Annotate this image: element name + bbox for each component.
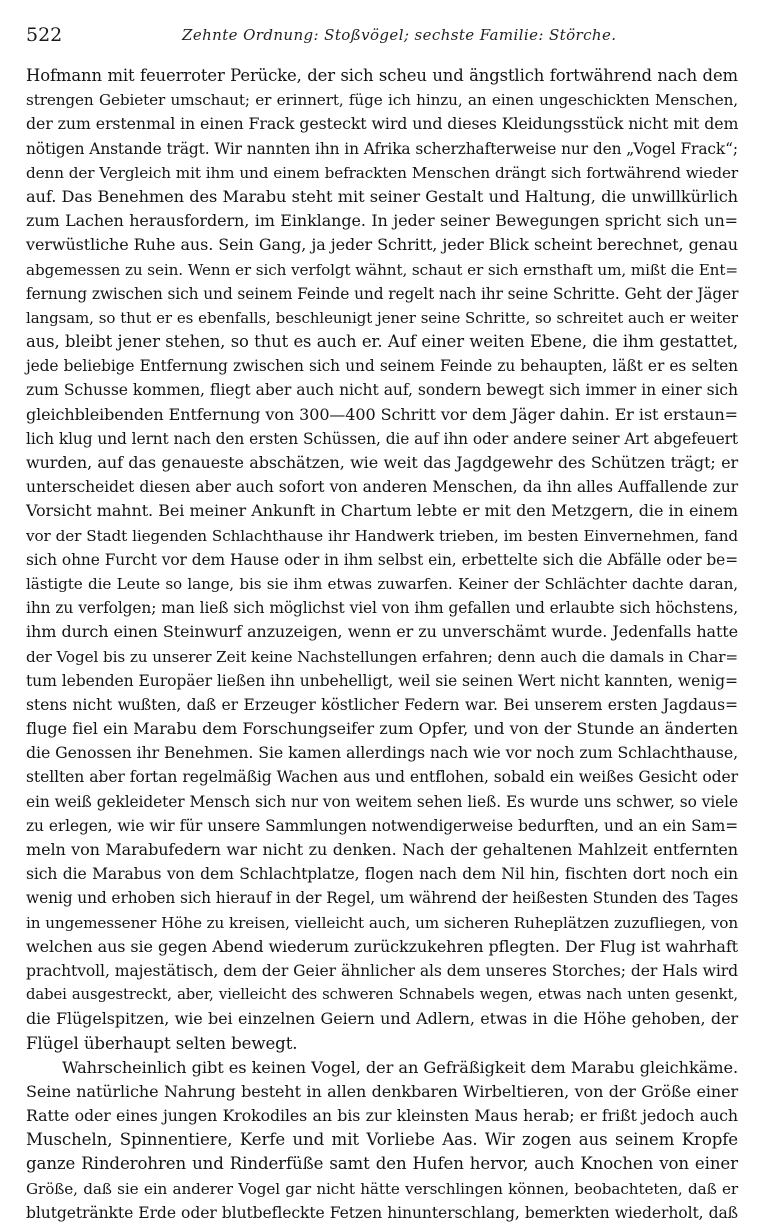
text-line: in ungemessener Höhe zu kreisen, vielleicht auch, um sicheren Ruheplätzen zuzufliegen, von	[26, 913, 738, 932]
text-line: Ratte oder eines jungen Krokodiles an bis zur kleinsten Maus herab; er frißt jedoch auch	[26, 1106, 738, 1126]
text-line: der zum erstenmal in einen Frack gesteckt wird und dieses Kleidungsstück nicht mit dem	[26, 114, 739, 134]
text-line: fluge fiel ein Marabu dem Forschungseifer zum Opfer, und von der Stunde an änderten	[26, 719, 738, 739]
text-line: der Vogel bis zu unserer Zeit keine Nachstellungen erfahren; denn auch die damals in Char=	[26, 647, 738, 666]
text-line: zum Lachen herausfordern, im Einklange. In jeder seiner Bewegungen spricht sich un=	[26, 211, 738, 231]
text-line: welchen aus sie gegen Abend wiederum zurückzukehren pflegten. Der Flug ist wahrhaft	[26, 936, 738, 956]
text-line: stens nicht wußten, daß er Erzeuger köstlicher Federn war. Bei unserem ersten Jagdaus=	[26, 695, 738, 714]
text-line: lästigte die Leute so lange, bis sie ihm etwas zuwarfen. Keiner der Schlächter dachte daran,	[26, 574, 738, 593]
text-line: die Flügelspitzen, wie bei einzelnen Geiern und Adlern, etwas in die Höhe gehoben, der	[26, 1009, 738, 1029]
text-line: langsam, so thut er es ebenfalls, beschleunigt jener seine Schritte, so schreitet auch er weiter	[26, 308, 738, 327]
body-text	[26, 64, 738, 1225]
text-line: Größe, daß sie ein anderer Vogel gar nicht hätte verschlingen können, beobachteten, daß er	[26, 1179, 738, 1198]
text-line: nötigen Anstande trägt. Wir nannten ihn in Afrika scherzhafterweise nur den „Vogel Frack“;	[26, 139, 738, 158]
text-line: auf. Das Benehmen des Marabu steht mit seiner Gestalt und Haltung, die unwillkürlich	[26, 186, 738, 206]
text-line: ein weiß gekleideter Mensch sich nur von weitem sehen ließ. Es wurde uns schwer, so viele	[26, 792, 738, 811]
text-line: jede beliebige Entfernung zwischen sich und seinem Feinde zu behaupten, läßt er es selten	[26, 357, 738, 376]
paragraph	[26, 64, 738, 1056]
text-line: Wahrscheinlich gibt es keinen Vogel, der an Gefräßigkeit dem Marabu gleichkäme.	[62, 1057, 738, 1077]
text-line: blutgetränkte Erde oder blutbefleckte Fetzen hinunterschlang, bemerkten wiederholt, daß	[26, 1203, 738, 1222]
text-line: zu erlegen, wie wir für unsere Sammlungen notwendigerweise bedurften, und an ein Sam=	[26, 816, 738, 835]
text-line: Muscheln, Spinnentiere, Kerfe und mit Vorliebe Aas. Wir zogen aus seinem Kropfe	[26, 1130, 738, 1150]
text-line: stellten aber fortan regelmäßig Wachen aus und entflohen, sobald ein weißes Gesicht oder	[26, 768, 738, 787]
text-line: dabei ausgestreckt, aber, vielleicht des schweren Schnabels wegen, etwas nach unten gesenkt,	[26, 986, 738, 1004]
text-line: denn der Vergleich mit ihm und einem befrackten Menschen drängt sich fortwährend wieder	[26, 163, 738, 182]
text-line: ihm durch einen Steinwurf anzuzeigen, wenn er zu unverschämt wurde. Jedenfalls hatte	[26, 622, 738, 642]
text-line: verwüstliche Ruhe aus. Sein Gang, ja jeder Schritt, jeder Blick scheint berechnet, genau	[26, 235, 738, 255]
text-line: wurden, auf das genaueste abschätzen, wie weit das Jagdgewehr des Schützen trägt; er	[26, 453, 738, 472]
text-line: Flügel überhaupt selten bewegt.	[26, 1033, 298, 1053]
text-line: lich klug und lernt nach den ersten Schüssen, die auf ihn oder andere seiner Art abgefeuert	[26, 429, 738, 448]
text-line: unterscheidet diesen aber auch sofort von anderen Menschen, da ihn alles Auffallende zur	[26, 478, 738, 497]
text-line: wenig und erhoben sich hierauf in der Regel, um während der heißesten Stunden des Tages	[26, 889, 739, 908]
text-line: ganze Rinderohren und Rinderfüße samt den Hufen hervor, auch Knochen von einer	[26, 1154, 738, 1174]
page-number: 522	[26, 24, 63, 46]
text-line: prachtvoll, majestätisch, dem der Geier ähnlicher als dem unseres Storches; der Hals wird	[26, 961, 738, 980]
text-line: sich ohne Furcht vor dem Hause oder in ihm selbst ein, erbettelte sich die Abfälle oder be=	[26, 550, 738, 569]
text-line: abgemessen zu sein. Wenn er sich verfolgt wähnt, schaut er sich ernsthaft um, mißt die Ent=	[26, 260, 738, 279]
text-line: Vorsicht mahnt. Bei meiner Ankunft in Chartum lebte er mit den Metzgern, die in einem	[26, 501, 738, 521]
text-line: aus, bleibt jener stehen, so thut es auch er. Auf einer weiten Ebene, die ihm gestattet,	[26, 332, 738, 352]
text-line: strengen Gebieter umschaut; er erinnert, füge ich hinzu, an einen ungeschickten Menschen,	[26, 91, 738, 110]
running-head: Zehnte Ordnung: Stoßvögel; sechste Familie: Störche.	[182, 26, 617, 44]
text-line: ihn zu verfolgen; man ließ sich möglichst viel von ihm gefallen und erlaubte sich höchstens,	[26, 599, 738, 618]
text-line: Hofmann mit feuerroter Perücke, der sich scheu und ängstlich fortwährend nach dem	[26, 66, 738, 85]
text-line: tum lebenden Europäer ließen ihn unbehelligt, weil sie seinen Wert nicht kannten, wenig=	[26, 671, 738, 690]
text-line: Seine natürliche Nahrung besteht in allen denkbaren Wirbeltieren, von der Größe einer	[26, 1081, 738, 1101]
text-line: vor der Stadt liegenden Schlachthause ihr Handwerk trieben, im besten Einvernehmen, fand	[26, 526, 738, 545]
text-line: gleichbleibenden Entfernung von 300—400 Schritt vor dem Jäger dahin. Er ist erstaun=	[26, 404, 738, 424]
page-header	[22, 20, 743, 50]
text-line: sich die Marabus von dem Schlachtplatze, flogen nach dem Nil hin, fischten dort noch ein	[26, 865, 738, 884]
text-line: fernung zwischen sich und seinem Feinde und regelt nach ihr seine Schritte. Geht der Jäger	[26, 284, 739, 303]
text-line: meln von Marabufedern war nicht zu denken. Nach der gehaltenen Mahlzeit entfernten	[26, 840, 738, 859]
text-line: zum Schusse kommen, fliegt aber auch nicht auf, sondern bewegt sich immer in einer sich	[26, 381, 738, 400]
text-line: die Genossen ihr Benehmen. Sie kamen allerdings nach wie vor noch zum Schlachthause,	[26, 743, 739, 763]
